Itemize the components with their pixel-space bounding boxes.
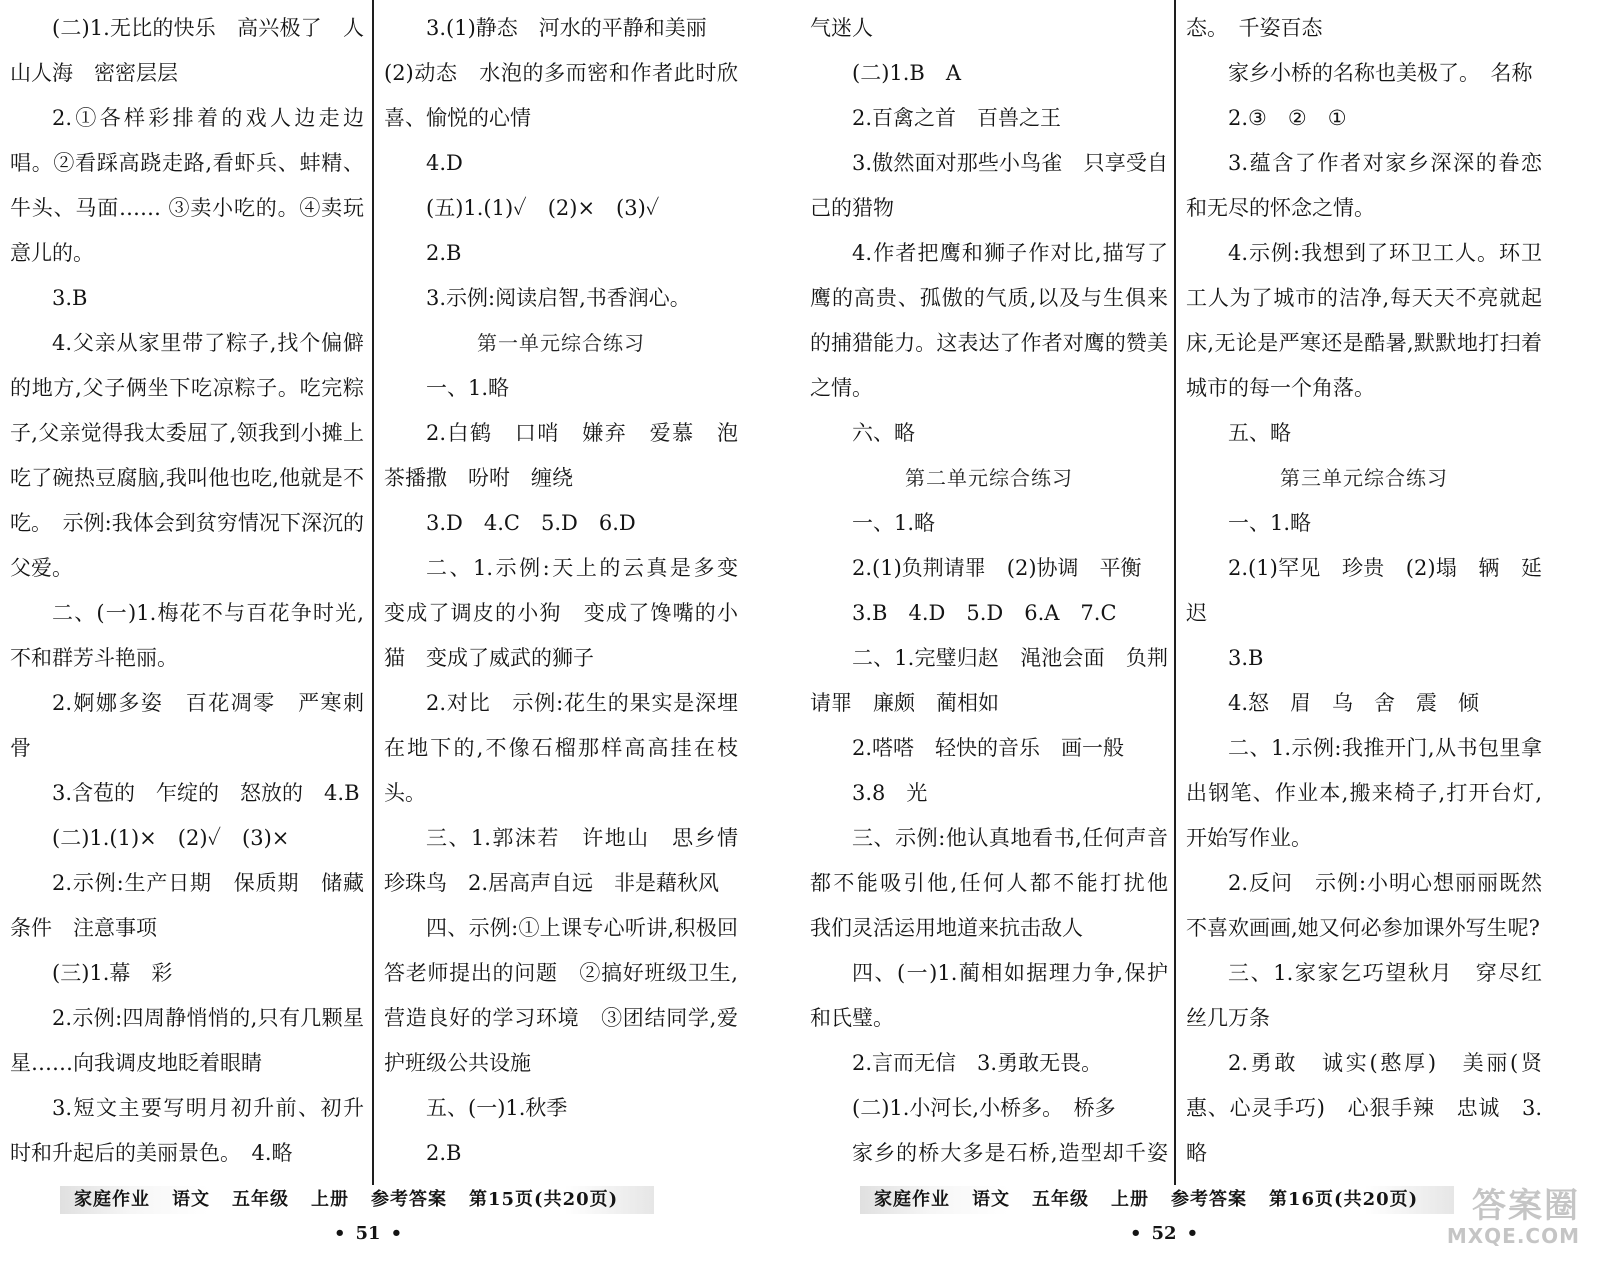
answer-line: 2.B xyxy=(426,1141,462,1165)
answer-line: 3.B xyxy=(1228,646,1264,670)
page-number-value: 52 xyxy=(1151,1223,1177,1244)
answer-line: 三、1.郭沫若 许地山 思乡情 珍珠鸟 2.居高声自远 非是藉秋风 xyxy=(384,826,738,895)
answer-line: 3.示例:阅读启智,书香润心。 xyxy=(426,286,691,310)
footer-grade: 五年级 xyxy=(232,1189,289,1210)
answer-line: 2.示例:四周静悄悄的,只有几颗星星……向我调皮地眨着眼睛 xyxy=(10,1006,364,1075)
answer-line: 家乡小桥的名称也美极了。 名称 xyxy=(1228,61,1533,85)
answer-line: 2.①各样彩排着的戏人边走边唱。②看踩高跷走路,看虾兵、蚌精、牛头、马面…… ③卖小吃的。④卖玩意儿的。 xyxy=(10,106,364,265)
answer-line: 3.8 光 xyxy=(852,781,928,805)
footer-volume: 上册 xyxy=(1111,1189,1149,1210)
page-left-column-1 xyxy=(10,6,364,1166)
answer-line: 2.③ ② ① xyxy=(1228,106,1347,130)
page-number-value: 51 xyxy=(355,1223,381,1244)
footer-sheet: 第16页(共20页) xyxy=(1269,1189,1419,1210)
footer-book: 家庭作业 xyxy=(74,1189,150,1210)
answer-line: 2.B xyxy=(426,241,462,265)
answer-line: 2.对比 示例:花生的果实是深埋在地下的,不像石榴那样高高挂在枝头。 xyxy=(384,691,738,805)
answer-line: (二)1.(1)× (2)✓ (3)× xyxy=(52,826,290,850)
answer-line: 4.作者把鹰和狮子作对比,描写了鹰的高贵、孤傲的气质,以及与生俱来的捕猎能力。这表达了作者对鹰的赞美之情。 xyxy=(810,241,1168,400)
answer-line: 六、略 xyxy=(852,421,915,445)
answer-line: (三)1.幕 彩 xyxy=(52,961,173,985)
answer-line: 家乡的桥大多是石桥,造型却千姿 xyxy=(852,1141,1168,1165)
answer-line: 2.白鹤 口哨 嫌弃 爱慕 泡茶播撒 吩咐 缠绕 xyxy=(384,421,738,490)
page-footer xyxy=(60,1186,654,1214)
page-left-column-2 xyxy=(384,6,738,1166)
answer-line: (二)1.无比的快乐 高兴极了 人山人海 密密层层 xyxy=(10,16,364,85)
page-footer xyxy=(860,1186,1454,1214)
answer-line: 3.蕴含了作者对家乡深深的眷恋和无尽的怀念之情。 xyxy=(1186,151,1542,220)
page-left xyxy=(0,0,790,1266)
answer-line: 3.D 4.C 5.D 6.D xyxy=(426,511,636,535)
answer-line: 二、(一)1.梅花不与百花争时光,不和群芳斗艳丽。 xyxy=(10,601,364,670)
watermark-logo: 答案圈 xyxy=(1472,1186,1580,1226)
section-heading: 第一单元综合练习 xyxy=(477,331,645,355)
answer-line: 3.含苞的 乍绽的 怒放的 4.B xyxy=(52,781,360,805)
answer-line: 一、1.略 xyxy=(426,376,510,400)
answer-line: 2.百禽之首 百兽之王 xyxy=(852,106,1062,130)
answer-line: 4.怒 眉 乌 舍 震 倾 xyxy=(1228,691,1480,715)
answer-line: 一、1.略 xyxy=(1228,511,1312,535)
answer-line: 2.(1)负荆请罪 (2)协调 平衡 xyxy=(852,556,1142,580)
footer-subject: 语文 xyxy=(172,1189,210,1210)
answer-line: 二、1.完璧归赵 渑池会面 负荆请罪 廉颇 蔺相如 xyxy=(810,646,1168,715)
answer-line: 2.反问 示例:小明心想丽丽既然不喜欢画画,她又何必参加课外写生呢? xyxy=(1186,871,1542,940)
answer-line: 3.傲然面对那些小鸟雀 只享受自己的猎物 xyxy=(810,151,1168,220)
answer-line: 五、(一)1.秋季 xyxy=(426,1096,568,1120)
answer-line: 2.婀娜多姿 百花凋零 严寒刺骨 xyxy=(10,691,364,760)
column-divider xyxy=(1174,0,1176,1185)
footer-section: 参考答案 xyxy=(1171,1189,1247,1210)
page-right-column-1 xyxy=(810,6,1168,1166)
answer-line: 气迷人 xyxy=(810,16,873,40)
answer-line: 态。 千姿百态 xyxy=(1186,16,1323,40)
footer-subject: 语文 xyxy=(972,1189,1010,1210)
answer-line: 4.示例:我想到了环卫工人。环卫工人为了城市的洁净,每天天不亮就起床,无论是严寒还是酷暑,默默地打扫着城市的每一个角落。 xyxy=(1186,241,1542,400)
answer-line: 3.短文主要写明月初升前、初升时和升起后的美丽景色。 4.略 xyxy=(10,1096,364,1165)
answer-line: (2)动态 水泡的多而密和作者此时欣喜、愉悦的心情 xyxy=(384,61,738,130)
answer-line: 3.B xyxy=(52,286,88,310)
answer-line: 2.(1)罕见 珍贵 (2)塌 辆 延迟 xyxy=(1186,556,1542,625)
answer-line: 三、示例:他认真地看书,任何声音都不能吸引他,任何人都不能打扰他 我们灵活运用地道来抗击敌人 xyxy=(810,826,1168,940)
answer-line: (五)1.(1)✓ (2)× (3)✓ xyxy=(426,196,660,220)
watermark-url: MXQE.COM xyxy=(1446,1224,1580,1248)
answer-line: 2.勇敢 诚实(憨厚) 美丽(贤惠、心灵手巧) 心狠手辣 忠诚 3.略 xyxy=(1186,1051,1542,1165)
footer-sheet: 第15页(共20页) xyxy=(469,1189,619,1210)
answer-line: 一、1.略 xyxy=(852,511,936,535)
answer-line: 3.B 4.D 5.D 6.A 7.C xyxy=(852,601,1117,625)
answer-line: 2.嗒嗒 轻快的音乐 画一般 xyxy=(852,736,1125,760)
footer-section: 参考答案 xyxy=(371,1189,447,1210)
answer-line: 2.言而无信 3.勇敢无畏。 xyxy=(852,1051,1103,1075)
watermark xyxy=(1374,1178,1584,1248)
answer-line: 2.示例:生产日期 保质期 储藏条件 注意事项 xyxy=(10,871,364,940)
answer-line: 二、1.示例:我推开门,从书包里拿出钢笔、作业本,搬来椅子,打开台灯,开始写作业。 xyxy=(1186,736,1542,850)
answer-line: 四、示例:①上课专心听讲,积极回答老师提出的问题 ②搞好班级卫生,营造良好的学习环境 ③团结同学,爱护班级公共设施 xyxy=(384,916,738,1075)
section-heading: 第三单元综合练习 xyxy=(1280,466,1448,490)
footer-book: 家庭作业 xyxy=(874,1189,950,1210)
page-right xyxy=(800,0,1600,1266)
answer-line: 二、1.示例:天上的云真是多变 变成了调皮的小狗 变成了馋嘴的小猫 变成了威武的狮子 xyxy=(384,556,738,670)
answer-line: 3.(1)静态 河水的平静和美丽 xyxy=(426,16,707,40)
answer-line: 三、1.家家乞巧望秋月 穿尽红丝几万条 xyxy=(1186,961,1542,1030)
answer-line: (二)1.B A xyxy=(852,61,962,85)
answer-line: 四、(一)1.蔺相如据理力争,保护和氏璧。 xyxy=(810,961,1168,1030)
answer-line: 五、略 xyxy=(1228,421,1291,445)
page-right-column-2 xyxy=(1186,6,1542,1166)
answer-line: 4.父亲从家里带了粽子,找个偏僻的地方,父子俩坐下吃凉粽子。吃完粽子,父亲觉得我太委屈了,领我到小摊上吃了碗热豆腐脑,我叫他也吃,他就是不吃。 示例:我体会到贫穷情况下深沉的父爱。 xyxy=(10,331,364,580)
page-number: • 52 • xyxy=(1130,1223,1199,1244)
column-divider xyxy=(372,0,374,1185)
answer-line: (二)1.小河长,小桥多。 桥多 xyxy=(852,1096,1116,1120)
footer-volume: 上册 xyxy=(311,1189,349,1210)
footer-grade: 五年级 xyxy=(1032,1189,1089,1210)
answer-line: 4.D xyxy=(426,151,463,175)
page-number: • 51 • xyxy=(334,1223,403,1244)
section-heading: 第二单元综合练习 xyxy=(905,466,1073,490)
